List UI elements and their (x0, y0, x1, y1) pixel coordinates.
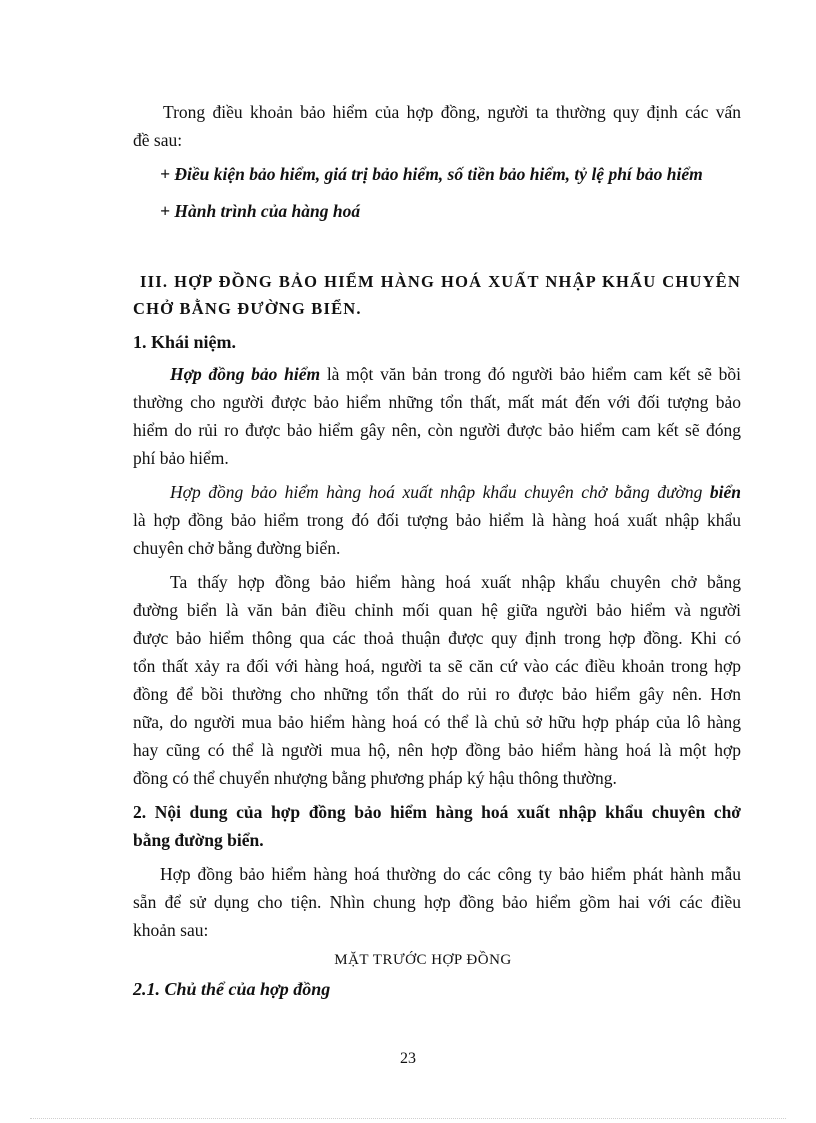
paragraph-3-line-2: sẵn để sử dụng cho tiện. Nhìn chung hợp đồng bảo hiểm gồm hai với các điều (133, 892, 741, 912)
subsection-heading-2-line-2: bằng đường biển. (133, 830, 264, 850)
paragraph-2-line-5: đồng để bồi thường cho những tổn thất do rủi ro được bảo hiểm gây nên. Hơn (133, 684, 741, 704)
paragraph-2-line-7: hay cũng có thể là người mua hộ, nên hợp đồng bảo hiểm hàng hoá là một hợp (133, 740, 741, 760)
footer-divider (30, 1118, 786, 1119)
paragraph-2-line-2: đường biển là văn bản điều chỉnh mối quan hệ giữa người bảo hiểm và người (133, 600, 741, 620)
section-heading-line-1: III. HỢP ĐỒNG BẢO HIỂM HÀNG HOÁ XUẤT NHẬP KHẨU CHUYÊN (140, 272, 741, 291)
section-heading-line-2: CHỞ BẰNG ĐƯỜNG BIỂN. (133, 299, 362, 318)
definition-1-line-2: thường cho người được bảo hiểm những tổn thất, mất mát đến với đối tượng bảo (133, 392, 741, 412)
definition-2-term: Hợp đồng bảo hiểm hàng hoá xuất nhập khẩu chuyên chở bằng đường (170, 482, 703, 502)
subsection-heading-1: 1. Khái niệm. (133, 332, 237, 352)
subsection-heading-2-1: 2.1. Chủ thể của hợp đồng (133, 979, 331, 999)
paragraph-2-line-3: được bảo hiểm thông qua các thoả thuận được quy định trong hợp đồng. Khi có (133, 628, 741, 648)
definition-1-term: Hợp đồng bảo hiểm (170, 364, 321, 384)
intro-paragraph-line-1: Trong điều khoản bảo hiểm của hợp đồng, người ta thường quy định các vấn (163, 102, 741, 122)
definition-2-term-bold: biển (709, 482, 742, 502)
definition-1-line-4: phí bảo hiểm. (133, 448, 229, 468)
definition-2-line-3: chuyên chở bằng đường biển. (133, 538, 341, 558)
paragraph-2-line-6: nữa, do người mua bảo hiểm hàng hoá có thể là chủ sở hữu hợp pháp của lô hàng (133, 712, 741, 732)
paragraph-2-line-8: đồng có thể chuyển nhượng bằng phương pháp ký hậu thông thường. (133, 768, 617, 788)
intro-paragraph-line-2: đề sau: (133, 130, 183, 150)
definition-2-line-2: là hợp đồng bảo hiểm trong đó đối tượng bảo hiểm là hàng hoá xuất nhập khẩu (133, 510, 741, 530)
definition-1-text: là một văn bản trong đó người bảo hiểm cam kết sẽ bồi (326, 364, 741, 384)
definition-1-line-3: hiểm do rủi ro được bảo hiểm gây nên, còn người được bảo hiểm cam kết sẽ đóng (133, 420, 741, 440)
definition-2-line-1 (170, 478, 741, 506)
bullet-item-2: + Hành trình của hàng hoá (160, 201, 361, 221)
page-number: 23 (400, 1050, 416, 1067)
paragraph-2-line-4: tổn thất xảy ra đối với hàng hoá, người ta sẽ căn cứ vào các điều khoản trong hợp (133, 656, 741, 676)
paragraph-3-line-1: Hợp đồng bảo hiểm hàng hoá thường do các công ty bảo hiểm phát hành mẫu (160, 864, 741, 884)
subsection-heading-2-line-1: 2. Nội dung của hợp đồng bảo hiểm hàng hoá xuất nhập khẩu chuyên chở (133, 802, 741, 822)
paragraph-3-line-3: khoản sau: (133, 920, 209, 940)
definition-1-line-1 (170, 360, 741, 388)
bullet-item-1: + Điều kiện bảo hiểm, giá trị bảo hiểm, số tiền bảo hiểm, tỷ lệ phí bảo hiểm (160, 164, 703, 184)
center-caption: MẶT TRƯỚC HỢP ĐỒNG (334, 952, 512, 968)
paragraph-2-line-1: Ta thấy hợp đồng bảo hiểm hàng hoá xuất nhập khẩu chuyên chở bằng (170, 572, 741, 592)
